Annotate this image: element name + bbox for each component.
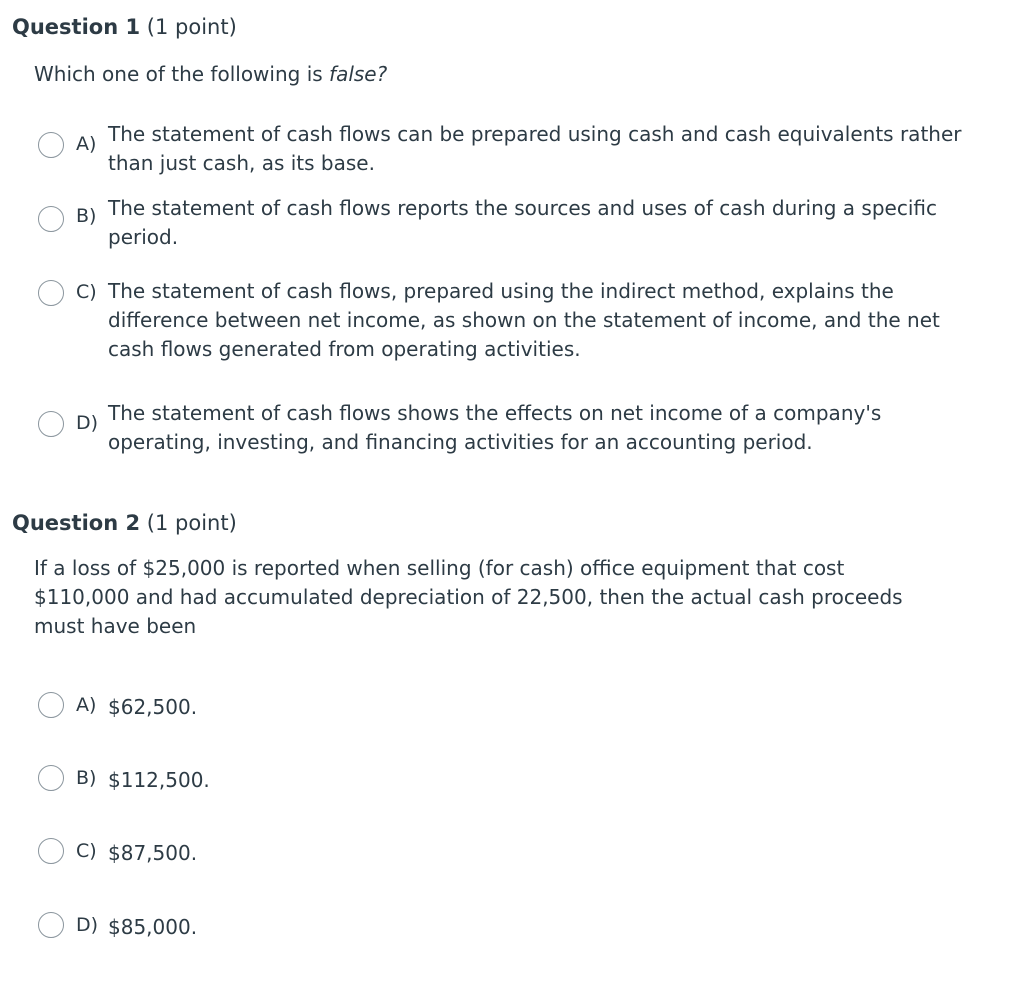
radio-button-icon[interactable] bbox=[38, 206, 64, 232]
question-1-title bbox=[12, 13, 237, 41]
option-letter: A) bbox=[76, 133, 97, 155]
option-letter: C) bbox=[76, 281, 97, 303]
prompt-text: Which one of the following is bbox=[34, 62, 330, 86]
question-points: (1 point) bbox=[146, 511, 237, 535]
prompt-emphasis: false? bbox=[329, 62, 388, 86]
q1-option-d[interactable] bbox=[38, 399, 978, 454]
option-text: $85,000. bbox=[108, 915, 198, 939]
radio-button-icon[interactable] bbox=[38, 280, 64, 306]
question-2-prompt: If a loss of $25,000 is reported when selling (for cash) office equipment that cost $110,000 and had accumulated depreciation of 22,500, then the actual cash proceeds must have been bbox=[34, 556, 903, 638]
q2-option-b[interactable] bbox=[38, 765, 978, 792]
q2-option-d[interactable] bbox=[38, 912, 978, 939]
option-letter: D) bbox=[76, 412, 99, 434]
option-letter: B) bbox=[76, 767, 97, 789]
option-text: The statement of cash flows shows the effects on net income of a company's operating, investing, and financing activities for an accounting period. bbox=[108, 401, 882, 454]
question-title: Question 2 bbox=[12, 511, 141, 535]
q1-option-b[interactable] bbox=[38, 194, 978, 249]
q1-option-a[interactable] bbox=[38, 120, 978, 175]
option-text: The statement of cash flows, prepared using the indirect method, explains the difference between net income, as shown on the statement of income, and the net cash flows generated from operating activities. bbox=[108, 279, 940, 361]
question-points: (1 point) bbox=[146, 15, 237, 39]
option-text: $112,500. bbox=[108, 768, 210, 792]
q1-option-c[interactable] bbox=[38, 277, 978, 361]
question-1-prompt bbox=[34, 60, 934, 89]
radio-button-icon[interactable] bbox=[38, 765, 64, 791]
option-text: The statement of cash flows reports the sources and uses of cash during a specific period. bbox=[108, 196, 937, 249]
radio-button-icon[interactable] bbox=[38, 912, 64, 938]
option-text: $62,500. bbox=[108, 695, 198, 719]
q2-option-c[interactable] bbox=[38, 838, 978, 865]
radio-button-icon[interactable] bbox=[38, 692, 64, 718]
option-text: $87,500. bbox=[108, 841, 198, 865]
question-title: Question 1 bbox=[12, 15, 141, 39]
radio-button-icon[interactable] bbox=[38, 411, 64, 437]
option-letter: B) bbox=[76, 205, 97, 227]
option-letter: A) bbox=[76, 694, 97, 716]
radio-button-icon[interactable] bbox=[38, 132, 64, 158]
q2-option-a[interactable] bbox=[38, 692, 978, 719]
option-letter: C) bbox=[76, 840, 97, 862]
radio-button-icon[interactable] bbox=[38, 838, 64, 864]
option-letter: D) bbox=[76, 914, 99, 936]
option-text: The statement of cash flows can be prepared using cash and cash equivalents rather than just cash, as its base. bbox=[108, 122, 962, 175]
question-2-title bbox=[12, 509, 237, 537]
